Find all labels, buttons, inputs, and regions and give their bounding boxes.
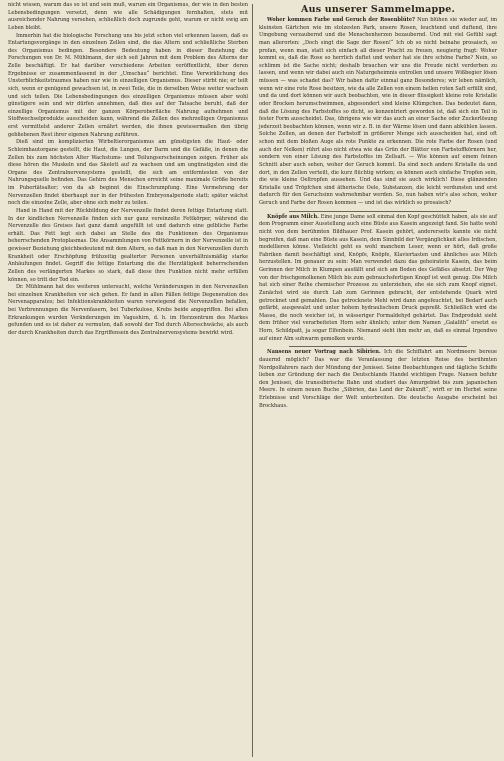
right-column: [259, 2, 497, 410]
column-divider: [252, 4, 253, 757]
article-title: Nansens neuer Vortrag nach Sibirien.: [267, 349, 381, 356]
article-separator: [289, 346, 467, 347]
article-title: Woher kommen Farbe und Geruch der Rosenblüte?: [267, 17, 416, 23]
article-paragraph: Hand in Hand mit der Rückbildung der Nervenzelle findet deren fettige Entartung statt. In der kindlichen Nervenzelle finden sich nur ganz vereinzelte Fettkörper, während die Nervenzelle des Greises fast ganz damit angefüllt ist und dadurch eine gelbliche Farbe erhält. Das Fett legt sich dabei an Stelle des die Funktionen des Organismus beherrschenden Protoplasmas. Die Ansammlungen von Fettkörnern in der Nervenzelle ist in gewisser Beziehung gleichbedeutend mit dem Altern, so daß man in den Nervenzellen durch Krankheit oder Erschöpfung frühzeitig gealterter Personen unverhältnismäßig starke Anhäufungen findet. Gegriff die fettige Entartung die die Herztätigkeit beherrschenden Zellen des verlängerten Markes so stark, daß diese ihre Funktion nicht mehr erfüllen können, so tritt der Tod ein.: [8, 207, 248, 283]
article-paragraph: [259, 214, 497, 344]
section-heading: Aus unserer Sammelmappe.: [301, 4, 455, 15]
article-paragraph: [259, 17, 497, 208]
left-column: [8, 2, 248, 338]
article-title: Knöpfe aus Milch.: [267, 213, 319, 220]
article-text: Ich die Schiffahrt am Nordmeere bereue dauernd möglich? Das war die Veranlassung der letzten Reise des berühmten Nordpolfahrers nach der Mündung der Jenissei. Seine Beobachtungen und tägliche Schiffe lieben zur Gründung der nach die Deutschlands Handel wichtigen Frage. Nansen befuhr den Jenissei, die transsibirische Bahn und studiert das Amurgebiet bis zum japanischen Meere. In einem neuen Buche „Sibirien, das Land der Zukunft“, wirft er im Herbst seine Erlebnisse und Vorschläge der Welt unterbreiten. Die deutsche Ausgabe erscheint bei Brockhaus.: [259, 349, 498, 409]
article-text: Eine junge Dame soll einmal den Kopf geschüttelt haben, als sie auf dem Programm einer Ausstellung auch eine Büste aus Kasein angezeigt fand. Sie hatte wohl nicht von dem berühmten Bildhauer Prof. Kasein gehört, andererseits kannte sie nicht begreifen, daß man eine Büste aus Kasein, dem Sinnbild der Vergänglichkeit alles Irdischen, modellieren könne. Vielleicht geht es wohl manchem Leser, wenn er hört, daß große Fabriken damit beschäftigt sind, Knöpfe, Knöpfe, Klaviertasten und ähnliches aus Milch herzustellen. Im genauer zu sein: Man verwendet dazu das geheiratete Kasein, das beim Gerinnen der Milch in Klumpen ausfällt und sich am Boden des Gefäßes absetzt. Der Weg von der frischgemolkenen Milch bis zum gebrauchsfertigen Knopf ist weit genug. Die Milch hat sich einer Reihe chemischer Prozesse zu unterziehen, ehe sie sich zum Knopf eignet. Zunächst wird sie durch Lab zum Gerinnen gebracht, der entstehende Quark wird getrocknet und gemahlen. Das getrocknete Mehl wird dann angefeuchtet, bei Bedarf auch gefärbt, ausgewalzt und unter hohem hydraulischem Druck gepreßt. Schließlich wird die Masse, die noch weicher ist, in wässeriger Formaldehyd gehärtet. Das Endprodukt sieht dem früher viel verarbeiteten Horn sehr ähnlich; unter dem Namen „Galalith“ ersetzt es Horn, Schildpatt, ja sogar Elfenbein. Niemand sieht ihm mehr an, daß es einmal Irgendwo auf einer Alm suhwarm gemolken wurde.: [259, 213, 497, 342]
article-paragraph: [259, 349, 497, 410]
article-paragraph: Dieß sind im komplizierten Wirbeltierorganismus am günstigsten die Haut- oder Schleimhautorgane gestellt, die Haut, die Lungen, der Darm und die Gefäße, in denen die Zellen bis zum höchsten Alter Wachstums- und Teilungserscheinungen zeigen. Früher als diese hören die Muskeln und das Skelett auf zu wachsen und am ungünstigsten sind die Organe des Zentralnervensystems gestellt, die sich am entferntesten von der Nahrungsquelle befinden. Das Gehirn des Menschen erreicht seine maximale Größe bereits im Pubertätsalter; von da ab beginnt die Einschrumpfung. Eine Vermehrung der Nervenzellen findet überhaupt nur in der frühesten Embryonalperiode statt; später wächst noch die einzelne Zelle, aber ohne sich mehr zu teilen.: [8, 139, 248, 207]
article-paragraph: nicht wissen, warum das so ist und sein muß, warum ein Organismus, der wie in den besten Lebensbedingungen versetzt, denn wie alle Schädigungen fernhalten, stets mit ausreichender Nahrung versehen, schließlich doch zugrunde geht, warum er nicht ewig am Leben bleibt.: [8, 2, 248, 31]
article-separator: [289, 211, 467, 212]
article-paragraph: Dr. Mühlmann hat des weiteren untersucht, welche Veränderungen in den Nervenzellen bei einzelnen Krankheiten vor sich gehen. Er fand in allen Fällen fettige Degeneration des Nervenapparates; bei Infektionskrankheiten waren vorwiegend die Nervenzellen befallen, bei Verbrennungen die Nervenfasern, bei Tuberkulose, Krebs beide angegriffen. Bei allen Erkrankungen wurden Veränderungen im Vagushirn, d. h. im Herzzentrum des Markes gefunden und es ist daher zu vermuten, daß sowohl der Tod durch Altersschwäche, als auch der durch Krankheiten durch das Ergriffensein des Zentralnervensystems bewirkt wird.: [8, 284, 248, 336]
article-text: Nun blühen sie wieder auf, im kleinsten Gärtchen wie im stolzesten Park, unsere Rosen, leuchtend und duftend, ihre Umgebung verzaubernd und die Menschenherzen bezaubernd. Und mit viel Gefühl sagt man allerorten: „Doch singt die Sage der Rosen!“ Ich ob so nicht beinahe prosaisch, so profan, wenn man, statt sich einfach all dieser Pracht zu freuen, neugierig fragt: Woher kommt es, daß die Rose so herrlich duftet und woher hat sie ihre schöne Farbe? Nein, so schlimm ist die Sache nicht; deshalb brauchen wir uns die Freude nicht verderben zu lassen, und wenn wir dabei auch ein Naturgeheimnis entrollen und unsere Wißbegier lösen müssen — was schadet das? Wir haben dafür einmal ganz Besonderes; wir leben nämlich, wenn wir eine rote Rose besitzen, wie da alle Zellen von einem hellen roten Saft erfüllt sind, und da und dort können wir auch beobachten, wie in dieser flüssigkeit kleine rote Kristalle oder Brocken herumschwimmen, abgesondert sind kleine Klümpchen. Das bedeutet dann, daß die Lösung des Farbstoffes so dicht, so konzentriert geworden ist, daß sich ein Teil in fester Form ausscheidet. Das, übrigens wie wir das auch an einer Sache oder Zuckerlösung jederzeit beobachten können, wenn wir z. B. in der Wärme lösen und dann abkühlen lassen. Solche Zellen, an denen der Farbstoff in größerer Menge sich ausscheiden hat, sind oft schon mit dem bloßen Auge als rote Punkte zu erkennen. Die rote Farbe der Rosen (und auch der Nelken) rührt also nicht etwa wie das Grün der Blätter von Farbstoffkörnern her, sondern von einer Lösung des Farbstoffes im Zellsaft. — Wie können auf einem feinen Schnitt aber auch sehen, woher der Geruch kommt. Da sind noch andere Kristalle da und dort, in den Zellen verteilt, die kurz flüchtig wirken; es können auch einfache Tropfen sein, die wie kleine Oeltropfen aussehen. Und das sind sie auch wirklich! Diese glänzenden Kristalle und Tröpfchen sind ätherische Oele, Substanzen, die leicht verdunsten und erst dadurch für den Geruchsinn wahrnehmbar werden. So, nun haben wir's also schon, woher Geruch und Farbe der Rosen kommen — und ist das wirklich so prosaisch?: [259, 17, 498, 206]
article-paragraph: Immerhin hat die biologische Forschung uns bis jetzt schon viel erkennen lassen, daß es Entartungsvorgänge in den einzelnen Zellen sind, die das Altern und schließliche Sterben des Organismus bedingen. Besondere Bedeutung haben in dieser Beziehung die Forschungen von Dr. M. Mühlmann, der sich seit Jahren mit dem Problem des Alterns der Zelle beschäftigt. Er hat darüber verschiedene Arbeiten veröffentlicht, über deren Ergebnisse er zusammenfassend in der „Umschau“ berichtet. Eine Verwirklichung des Unsterblichkeitstraumes haben nur wie in einzelligen Organismus. Dieser stirbt nie; er teilt sich, wenn er genügend gewachsen ist, in zwei Teile, die in derselben Weise weiter wachsen und sich teilen. Die Lebensbedingungen des einzelligen Organismus müssen aber wohl günstigere sein und wir dürfen annehmen, daß dies auf der Tatsache beruht, daß der einzellige Organismus mit der ganzen Körperoberfläche Nahrung aufnehmen und Stoffwechselprodukte ausscheiden kann, während die Zellen des mehrzelligen Organismus erst vermittelst anderer Zellen ernährt werden, die ihnen gewissermaßen den übrig gebliebenen Rest ihrer eigenen Nahrung zuführen.: [8, 32, 248, 138]
